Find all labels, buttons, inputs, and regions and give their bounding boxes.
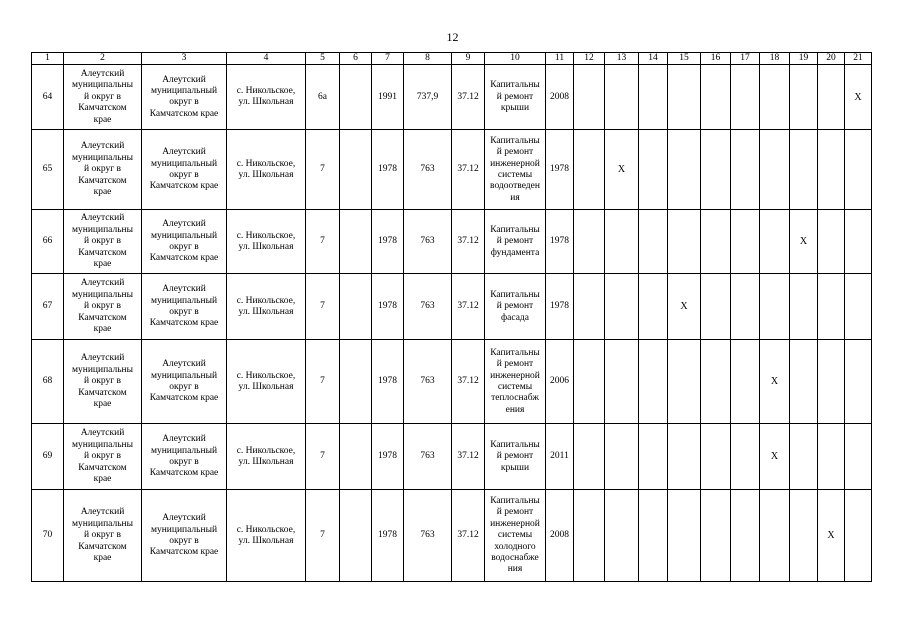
year-mark-cell-col-13 — [605, 274, 639, 340]
year-mark-cell-col-20 — [818, 340, 845, 424]
year-mark-cell-col-20 — [818, 274, 845, 340]
year-mark-cell-col-12 — [574, 490, 605, 582]
rate-cell: 37.12 — [452, 130, 485, 210]
column-header-3: 3 — [142, 53, 227, 65]
column-header-10: 10 — [485, 53, 546, 65]
year-mark-cell-col-13 — [605, 490, 639, 582]
year-mark-cell-col-13 — [605, 210, 639, 274]
area-cell: 737,9 — [404, 65, 452, 130]
year-mark-cell-col-18 — [760, 490, 790, 582]
year-mark-cell-col-13 — [605, 424, 639, 490]
year-mark-cell-col-21: X — [845, 65, 872, 130]
table-row — [32, 490, 872, 582]
address-cell: с. Никольское, ул. Школьная — [227, 65, 306, 130]
work-type-cell: Капитальны й ремонт инженерной системы теплоснабж ения — [485, 340, 546, 424]
last-repair-year-cell: 2006 — [546, 340, 574, 424]
year-mark-cell-col-17 — [731, 490, 760, 582]
municipality-cell: Алеутский муниципальный округ в Камчатском крае — [142, 65, 227, 130]
year-mark-cell-col-16 — [701, 210, 731, 274]
table-row — [32, 65, 872, 130]
municipality-cell: Алеутский муниципальный округ в Камчатском крае — [142, 274, 227, 340]
column-6-cell — [340, 424, 372, 490]
house-number-cell: 7 — [306, 340, 340, 424]
year-mark-cell-col-17 — [731, 130, 760, 210]
district-cell: Алеутский муниципальны й округ в Камчатском крае — [64, 65, 142, 130]
column-header-21: 21 — [845, 53, 872, 65]
area-cell: 763 — [404, 274, 452, 340]
year-mark-cell-col-19 — [790, 340, 818, 424]
build-year-cell: 1978 — [372, 490, 404, 582]
column-header-14: 14 — [639, 53, 668, 65]
build-year-cell: 1978 — [372, 424, 404, 490]
column-6-cell — [340, 65, 372, 130]
year-mark-cell-col-16 — [701, 130, 731, 210]
house-number-cell: 6а — [306, 65, 340, 130]
column-header-7: 7 — [372, 53, 404, 65]
work-type-cell: Капитальны й ремонт инженерной системы водоотведен ия — [485, 130, 546, 210]
year-mark-cell-col-17 — [731, 210, 760, 274]
column-header-16: 16 — [701, 53, 731, 65]
row-number-cell: 64 — [32, 65, 64, 130]
row-number-cell: 68 — [32, 340, 64, 424]
rate-cell: 37.12 — [452, 424, 485, 490]
year-mark-cell-col-14 — [639, 65, 668, 130]
repair-registry-table — [31, 52, 872, 582]
year-mark-cell-col-13 — [605, 65, 639, 130]
municipality-cell: Алеутский муниципальный округ в Камчатском крае — [142, 210, 227, 274]
house-number-cell: 7 — [306, 274, 340, 340]
rate-cell: 37.12 — [452, 490, 485, 582]
house-number-cell: 7 — [306, 210, 340, 274]
year-mark-cell-col-16 — [701, 340, 731, 424]
row-number-cell: 65 — [32, 130, 64, 210]
rate-cell: 37.12 — [452, 210, 485, 274]
last-repair-year-cell: 1978 — [546, 210, 574, 274]
year-mark-cell-col-21 — [845, 424, 872, 490]
year-mark-cell-col-18 — [760, 65, 790, 130]
house-number-cell: 7 — [306, 424, 340, 490]
table-row — [32, 340, 872, 424]
year-mark-cell-col-16 — [701, 490, 731, 582]
year-mark-cell-col-19 — [790, 424, 818, 490]
work-type-cell: Капитальны й ремонт фундамента — [485, 210, 546, 274]
year-mark-cell-col-19: X — [790, 210, 818, 274]
address-cell: с. Никольское, ул. Школьная — [227, 210, 306, 274]
row-number-cell: 69 — [32, 424, 64, 490]
table-row — [32, 130, 872, 210]
year-mark-cell-col-17 — [731, 340, 760, 424]
column-header-17: 17 — [731, 53, 760, 65]
address-cell: с. Никольское, ул. Школьная — [227, 490, 306, 582]
area-cell: 763 — [404, 424, 452, 490]
column-6-cell — [340, 490, 372, 582]
row-number-cell: 70 — [32, 490, 64, 582]
work-type-cell: Капитальны й ремонт крыши — [485, 65, 546, 130]
year-mark-cell-col-21 — [845, 274, 872, 340]
build-year-cell: 1978 — [372, 340, 404, 424]
column-number-row — [32, 53, 872, 65]
year-mark-cell-col-17 — [731, 274, 760, 340]
year-mark-cell-col-19 — [790, 274, 818, 340]
area-cell: 763 — [404, 340, 452, 424]
work-type-cell: Капитальны й ремонт крыши — [485, 424, 546, 490]
year-mark-cell-col-12 — [574, 65, 605, 130]
year-mark-cell-col-21 — [845, 490, 872, 582]
year-mark-cell-col-15 — [668, 340, 701, 424]
year-mark-cell-col-17 — [731, 424, 760, 490]
year-mark-cell-col-13 — [605, 340, 639, 424]
year-mark-cell-col-12 — [574, 130, 605, 210]
year-mark-cell-col-14 — [639, 424, 668, 490]
column-header-6: 6 — [340, 53, 372, 65]
address-cell: с. Никольское, ул. Школьная — [227, 340, 306, 424]
year-mark-cell-col-12 — [574, 424, 605, 490]
column-header-15: 15 — [668, 53, 701, 65]
year-mark-cell-col-19 — [790, 490, 818, 582]
address-cell: с. Никольское, ул. Школьная — [227, 274, 306, 340]
row-number-cell: 67 — [32, 274, 64, 340]
year-mark-cell-col-14 — [639, 340, 668, 424]
year-mark-cell-col-12 — [574, 274, 605, 340]
column-6-cell — [340, 210, 372, 274]
year-mark-cell-col-17 — [731, 65, 760, 130]
rate-cell: 37.12 — [452, 65, 485, 130]
municipality-cell: Алеутский муниципальный округ в Камчатском крае — [142, 490, 227, 582]
column-header-19: 19 — [790, 53, 818, 65]
house-number-cell: 7 — [306, 130, 340, 210]
build-year-cell: 1978 — [372, 274, 404, 340]
column-6-cell — [340, 130, 372, 210]
build-year-cell: 1978 — [372, 210, 404, 274]
last-repair-year-cell: 1978 — [546, 130, 574, 210]
column-header-20: 20 — [818, 53, 845, 65]
year-mark-cell-col-15 — [668, 490, 701, 582]
year-mark-cell-col-18 — [760, 210, 790, 274]
table-row — [32, 210, 872, 274]
house-number-cell: 7 — [306, 490, 340, 582]
year-mark-cell-col-18 — [760, 130, 790, 210]
rate-cell: 37.12 — [452, 340, 485, 424]
district-cell: Алеутский муниципальны й округ в Камчатском крае — [64, 340, 142, 424]
year-mark-cell-col-14 — [639, 490, 668, 582]
district-cell: Алеутский муниципальны й округ в Камчатском крае — [64, 490, 142, 582]
year-mark-cell-col-21 — [845, 130, 872, 210]
area-cell: 763 — [404, 210, 452, 274]
build-year-cell: 1991 — [372, 65, 404, 130]
year-mark-cell-col-15 — [668, 210, 701, 274]
district-cell: Алеутский муниципальны й округ в Камчатском крае — [64, 130, 142, 210]
year-mark-cell-col-15: X — [668, 274, 701, 340]
table-row — [32, 274, 872, 340]
column-6-cell — [340, 274, 372, 340]
table-row — [32, 424, 872, 490]
district-cell: Алеутский муниципальны й округ в Камчатском крае — [64, 274, 142, 340]
last-repair-year-cell: 2008 — [546, 65, 574, 130]
year-mark-cell-col-20 — [818, 65, 845, 130]
year-mark-cell-col-15 — [668, 130, 701, 210]
column-header-4: 4 — [227, 53, 306, 65]
municipality-cell: Алеутский муниципальный округ в Камчатском крае — [142, 130, 227, 210]
last-repair-year-cell: 2011 — [546, 424, 574, 490]
column-6-cell — [340, 340, 372, 424]
area-cell: 763 — [404, 490, 452, 582]
year-mark-cell-col-12 — [574, 340, 605, 424]
column-header-12: 12 — [574, 53, 605, 65]
year-mark-cell-col-21 — [845, 340, 872, 424]
year-mark-cell-col-14 — [639, 210, 668, 274]
year-mark-cell-col-16 — [701, 424, 731, 490]
year-mark-cell-col-20 — [818, 210, 845, 274]
year-mark-cell-col-21 — [845, 210, 872, 274]
year-mark-cell-col-15 — [668, 424, 701, 490]
column-header-18: 18 — [760, 53, 790, 65]
address-cell: с. Никольское, ул. Школьная — [227, 130, 306, 210]
year-mark-cell-col-14 — [639, 130, 668, 210]
district-cell: Алеутский муниципальны й округ в Камчатском крае — [64, 424, 142, 490]
column-header-9: 9 — [452, 53, 485, 65]
year-mark-cell-col-15 — [668, 65, 701, 130]
row-number-cell: 66 — [32, 210, 64, 274]
column-header-2: 2 — [64, 53, 142, 65]
column-header-5: 5 — [306, 53, 340, 65]
year-mark-cell-col-14 — [639, 274, 668, 340]
build-year-cell: 1978 — [372, 130, 404, 210]
year-mark-cell-col-16 — [701, 65, 731, 130]
rate-cell: 37.12 — [452, 274, 485, 340]
year-mark-cell-col-20 — [818, 130, 845, 210]
last-repair-year-cell: 1978 — [546, 274, 574, 340]
year-mark-cell-col-18: X — [760, 340, 790, 424]
year-mark-cell-col-18 — [760, 274, 790, 340]
year-mark-cell-col-16 — [701, 274, 731, 340]
municipality-cell: Алеутский муниципальный округ в Камчатском крае — [142, 424, 227, 490]
area-cell: 763 — [404, 130, 452, 210]
year-mark-cell-col-13: X — [605, 130, 639, 210]
year-mark-cell-col-18: X — [760, 424, 790, 490]
district-cell: Алеутский муниципальны й округ в Камчатском крае — [64, 210, 142, 274]
year-mark-cell-col-20 — [818, 424, 845, 490]
year-mark-cell-col-19 — [790, 130, 818, 210]
year-mark-cell-col-19 — [790, 65, 818, 130]
column-header-1: 1 — [32, 53, 64, 65]
address-cell: с. Никольское, ул. Школьная — [227, 424, 306, 490]
year-mark-cell-col-20: X — [818, 490, 845, 582]
work-type-cell: Капитальны й ремонт инженерной системы холодного водоснабже ния — [485, 490, 546, 582]
column-header-11: 11 — [546, 53, 574, 65]
work-type-cell: Капитальны й ремонт фасада — [485, 274, 546, 340]
last-repair-year-cell: 2008 — [546, 490, 574, 582]
column-header-8: 8 — [404, 53, 452, 65]
column-header-13: 13 — [605, 53, 639, 65]
page-number: 12 — [446, 30, 459, 44]
year-mark-cell-col-12 — [574, 210, 605, 274]
municipality-cell: Алеутский муниципальный округ в Камчатском крае — [142, 340, 227, 424]
